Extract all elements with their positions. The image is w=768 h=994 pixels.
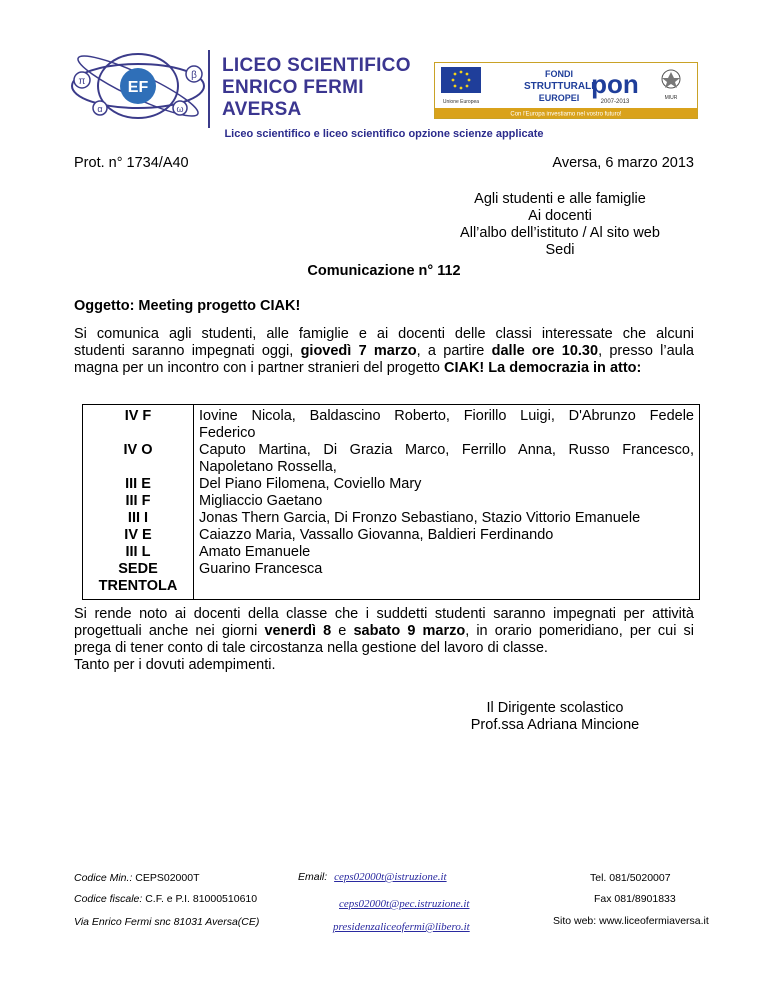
student-line: Del Piano Filomena, Coviello Mary (199, 476, 422, 492)
logo-monogram: EF (127, 79, 149, 96)
svg-text:Con l'Europa investiamo nel vo: Con l'Europa investiamo nel vostro futuro! (510, 111, 622, 118)
class-label: SEDE (118, 561, 158, 577)
svg-text:pon: pon (591, 69, 639, 99)
footer-tel: Tel. 081/5020007 (590, 872, 671, 884)
signature-name: Prof.ssa Adriana Mincione (470, 717, 640, 733)
footer-codice-min: Codice Min.: CEPS02000T (74, 872, 200, 884)
school-name: LICEO SCIENTIFICO ENRICO FERMI AVERSA (222, 55, 411, 120)
student-line: Napoletano Rossella, (199, 459, 337, 475)
svg-text:2007-2013: 2007-2013 (600, 99, 630, 105)
body-line: progettuali anche nei giorni venerdì 8 e sabato 9 marzo, in orario pomeridiano, per cui si (74, 623, 694, 639)
body-line: prega di tener conto di tale circostanza nella gestione del lavoro di classe. (74, 640, 548, 656)
class-label: TRENTOLA (98, 578, 178, 594)
body-line: Si comunica agli studenti, alle famiglie e ai docenti delle classi interessate che alcuni (74, 326, 694, 342)
svg-text:α: α (97, 104, 103, 114)
svg-text:STRUTTURALI: STRUTTURALI (524, 81, 594, 92)
svg-text:π: π (78, 76, 86, 87)
class-label: III L (125, 544, 151, 560)
recipient-line: Agli studenti e alle famiglie (474, 191, 646, 207)
class-label (84, 425, 192, 442)
students-column (194, 405, 700, 600)
school-subtitle: Liceo scientifico e liceo scientifico opzione scienze applicate (224, 128, 544, 140)
svg-text:Unione Europea: Unione Europea (442, 99, 480, 105)
signature-block (430, 700, 680, 734)
student-line: Jonas Thern Garcia, Di Fronzo Sebastiano, Stazio Vittorio Emanuele (199, 510, 641, 526)
place-date: Aversa, 6 marzo 2013 (552, 155, 694, 171)
body-line: Tanto per i dovuti adempimenti. (74, 657, 276, 673)
communication-title: Comunicazione n° 112 (307, 263, 461, 279)
recipient-line: Sedi (545, 242, 575, 258)
class-label: IV O (123, 442, 153, 458)
student-line: Migliaccio Gaetano (199, 493, 323, 509)
footer-email-row (298, 871, 447, 883)
body-paragraph-1 (74, 326, 694, 377)
signature-role: Il Dirigente scolastico (486, 700, 624, 716)
student-line: Guarino Francesca (199, 561, 323, 577)
body-line: studenti saranno impegnati oggi, giovedì 7 marzo, a partire dalle ore 10.30, presso l’aula (74, 343, 695, 359)
svg-text:ω: ω (176, 104, 184, 114)
school-logo (68, 50, 208, 122)
svg-text:β: β (191, 70, 197, 81)
recipients-block (440, 191, 680, 259)
student-line: Caputo Martina, Di Grazia Marco, Ferrillo Anna, Russo Francesco, (199, 442, 694, 458)
classes-table (82, 404, 700, 600)
svg-text:FONDI: FONDI (545, 69, 573, 79)
protocol-number: Prot. n° 1734/A40 (74, 155, 189, 171)
footer-fax: Fax 081/8901833 (594, 893, 676, 905)
class-label: III I (127, 510, 149, 526)
class-column (83, 405, 194, 600)
class-label (84, 459, 192, 476)
footer-codice-fiscale: Codice fiscale: C.F. e P.I. 81000510610 (74, 893, 258, 905)
email-link-istruzione[interactable]: ceps02000t@istruzione.it (334, 871, 447, 883)
svg-text:EUROPEI: EUROPEI (538, 93, 580, 103)
class-label: III F (125, 493, 151, 509)
pon-banner (434, 62, 698, 119)
class-label: III E (125, 476, 151, 492)
body-line: Si rende noto ai docenti della classe che i suddetti studenti saranno impegnati per attività (74, 606, 694, 622)
recipient-line: Ai docenti (528, 208, 592, 224)
footer-address: Via Enrico Fermi snc 81031 Aversa(CE) (74, 916, 260, 928)
student-line: Amato Emanuele (199, 544, 311, 560)
email-link-pec[interactable]: ceps02000t@pec.istruzione.it (339, 898, 470, 910)
header-divider (208, 50, 210, 128)
body-line: magna per un incontro con i partner stranieri del progetto CIAK! La democrazia in atto: (74, 360, 642, 376)
svg-text:MIUR: MIUR (664, 95, 678, 101)
footer-website[interactable]: Sito web: www.liceofermiaversa.it (553, 915, 709, 927)
class-label: IV F (124, 408, 152, 424)
email-label: Email: (298, 871, 328, 883)
recipient-line: All’albo dell’istituto / Al sito web (460, 225, 660, 241)
class-label: IV E (124, 527, 152, 543)
subject-line: Oggetto: Meeting progetto CIAK! (74, 298, 301, 314)
email-link-presidenza[interactable]: presidenzaliceofermi@libero.it (333, 921, 470, 933)
student-line: Iovine Nicola, Baldascino Roberto, Fiorillo Luigi, D'Abrunzo Fedele (199, 408, 694, 424)
body-paragraph-2 (74, 606, 694, 674)
student-line (199, 578, 694, 595)
student-line: Caiazzo Maria, Vassallo Giovanna, Baldieri Ferdinando (199, 527, 554, 543)
student-line: Federico (199, 425, 256, 441)
